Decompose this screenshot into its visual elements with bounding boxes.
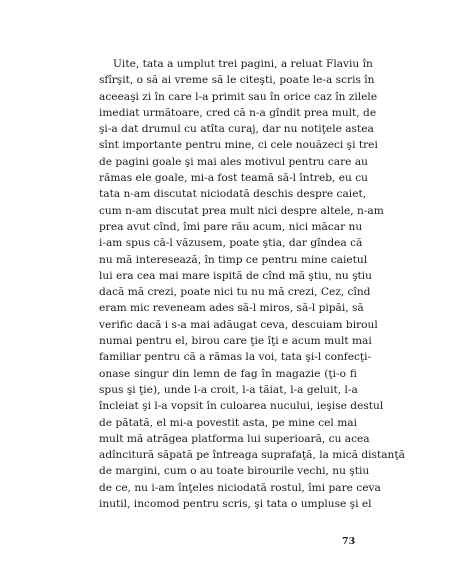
text-line: încleiat şi l-a vopsit în culoarea nucului, ieşise destul <box>99 400 384 413</box>
text-line: mult mă atrăgea platforma lui superioară, cu acea <box>99 432 370 445</box>
text-line: rămas ele goale, mi-a fost teamă să-l întreb, eu cu <box>99 172 368 185</box>
text-line: nu mă interesează, în timp ce pentru mine caietul <box>99 253 368 266</box>
text-line: de pătată, el mi-a povestit asta, pe mine cel mai <box>99 416 357 429</box>
text-line: de margini, cum o au toate birourile vechi, nu ştiu <box>99 465 370 478</box>
text-line: familiar pentru că a rămas la voi, tata şi-l confecţi- <box>99 351 372 364</box>
page-number: 73 <box>342 536 356 547</box>
text-line: dacă mă crezi, poate nici tu nu mă crezi, Cez, cînd <box>99 286 371 299</box>
text-line: şi-a dat drumul cu atîta curaj, dar nu notiţele astea <box>99 123 374 136</box>
text-line: verific dacă i s-a mai adăugat ceva, descuiam biroul <box>99 318 378 331</box>
text-line: tata n-am discutat niciodată deschis despre caiet, <box>99 188 367 201</box>
text-line: prea avut cînd, îmi pare rău acum, nici măcar nu <box>99 220 363 233</box>
text-line: cum n-am discutat prea mult nici despre altele, n-am <box>99 204 384 217</box>
text-line: numai pentru el, birou care ţie îţi e acum mult mai <box>99 335 372 348</box>
text-line: inutil, incomod pentru scris, şi tata o umpluse şi el <box>99 498 372 511</box>
body-text <box>99 56 405 512</box>
text-line: onase singur din lemn de fag în magazie (ţi-o fi <box>99 367 357 380</box>
text-line: i-am spus că-l văzusem, poate ştia, dar gîndea că <box>99 237 363 250</box>
text-line: Uite, tata a umplut trei pagini, a reluat Flaviu în <box>113 58 373 70</box>
text-line: adîncitură săpată pe întreaga suprafaţă, la mică distanţă <box>99 449 405 462</box>
text-line: eram mic reveneam ades să-l miros, să-l pipăi, să <box>99 302 364 315</box>
text-line: lui era cea mai mare ispită de cînd mă ştiu, nu ştiu <box>99 269 372 282</box>
text-line: aceeaşi zi în care l-a primit sau în orice caz în zilele <box>99 90 378 103</box>
text-line: imediat următoare, cred că n-a gîndit prea mult, de <box>99 106 377 119</box>
text-line: de ce, nu i-am înţeles niciodată rostul, îmi pare ceva <box>99 481 381 494</box>
text-line: sînt importante pentru mine, ci cele nouăzeci şi trei <box>99 139 378 152</box>
text-line: sfîrşit, o să ai vreme să le citeşti, poate le-a scris în <box>99 74 375 87</box>
text-line: de pagini goale şi mai ales motivul pentru care au <box>99 155 368 168</box>
text-line: spus şi ţie), unde l-a croit, l-a tăiat, l-a geluit, l-a <box>99 383 358 396</box>
